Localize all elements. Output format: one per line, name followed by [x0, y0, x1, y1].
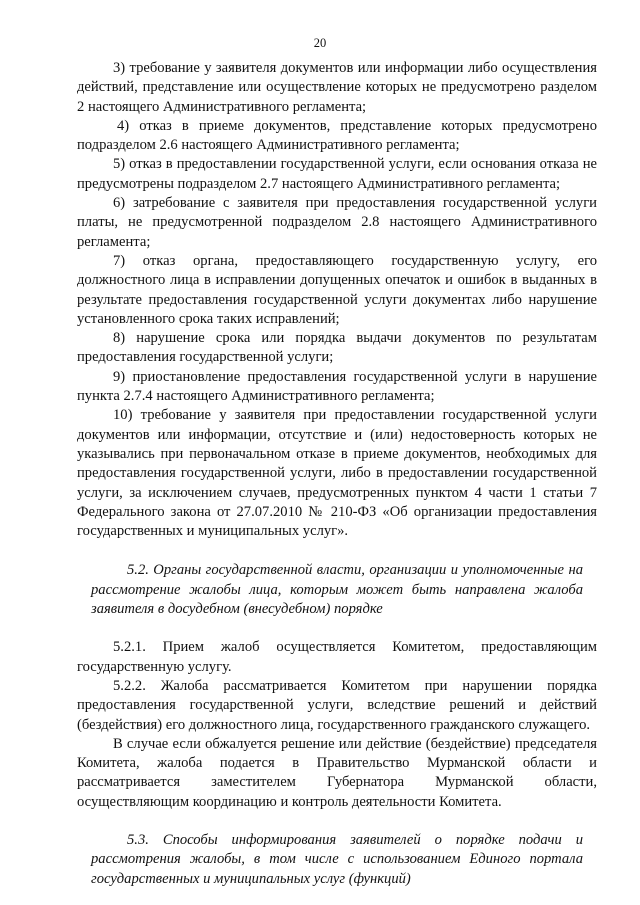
list-item-9: 9) приостановление предоставления государственной услуги в нарушение пункта 2.7.4 настоящего Административного регламента;	[77, 368, 597, 405]
spacer	[77, 541, 597, 561]
list-item-6: 6) затребование с заявителя при предоставления государственной услуги платы, не предусмотренной подразделом 2.8 настоящего Административного регламента;	[77, 195, 597, 250]
paragraph-5-2-2: 5.2.2. Жалоба рассматривается Комитетом при нарушении порядка предоставления государственной услуги, вследствие решений и действий (бездействия) его должностного лица, государственного гражданского служащего.	[77, 677, 597, 733]
list-item-5: 5) отказ в предоставлении государственной услуги, если основания отказа не предусмотрены подразделом 2.7 настоящего Административного регламента;	[77, 156, 597, 192]
list-item-7: 7) отказ органа, предоставляющего государственную услугу, его должностного лица в исправлении допущенных опечаток и ошибок в выданных в результате предоставления государственной услуги документах либо нарушение установленного срока таких исправлений;	[77, 252, 597, 327]
list-item-4: 4) отказ в приеме документов, представление которых предусмотрено подразделом 2.6 настоящего Административного регламента;	[77, 117, 597, 154]
spacer	[77, 619, 597, 638]
section-5-2-heading: 5.2. Органы государственной власти, организации и уполномоченные на рассмотрение жалобы лица, которым может быть направлена жалоба заявителя в досудебном (внесудебном) порядке	[91, 562, 583, 618]
paragraph-chairman-complaint: В случае если обжалуется решение или действие (бездействие) председателя Комитета, жалоба подается в Правительство Мурманской области и рассматривается заместителем Губернатора Мурманской области, осуществляющим координацию и контроль деятельности Комитета.	[77, 735, 597, 810]
section-5-3-heading: 5.3. Способы информирования заявителей о порядке подачи и рассмотрения жалобы, в том числе с использованием Единого портала государственных и муниципальных услуг (функций)	[91, 831, 583, 887]
list-item-3: 3) требование у заявителя документов или информации либо осуществления действий, представление или осуществление которых не предусмотрено разделом 2 настоящего Административного регламента;	[77, 60, 597, 115]
spacer	[77, 812, 597, 831]
page-number: 20	[313, 36, 327, 50]
paragraph-5-2-1: 5.2.1. Прием жалоб осуществляется Комитетом, предоставляющим государственную услугу.	[77, 639, 597, 675]
list-item-10: 10) требование у заявителя при предоставлении государственной услуги документов или информации, отсутствие и (или) недостоверность которых не указывались при первоначальном отказе в приеме документов, необходимых для предоставления государственной услуги, либо в предоставлении государственной услуги, за исключением случаев, предусмотренных пунктом 4 части 1 статьи 7 Федерального закона от 27.07.2010 № 210-ФЗ «Об организации предоставления государственных и муниципальных услуг».	[77, 407, 597, 540]
document-body	[77, 59, 597, 889]
list-item-8: 8) нарушение срока или порядка выдачи документов по результатам предоставления государственной услуги;	[77, 330, 597, 366]
